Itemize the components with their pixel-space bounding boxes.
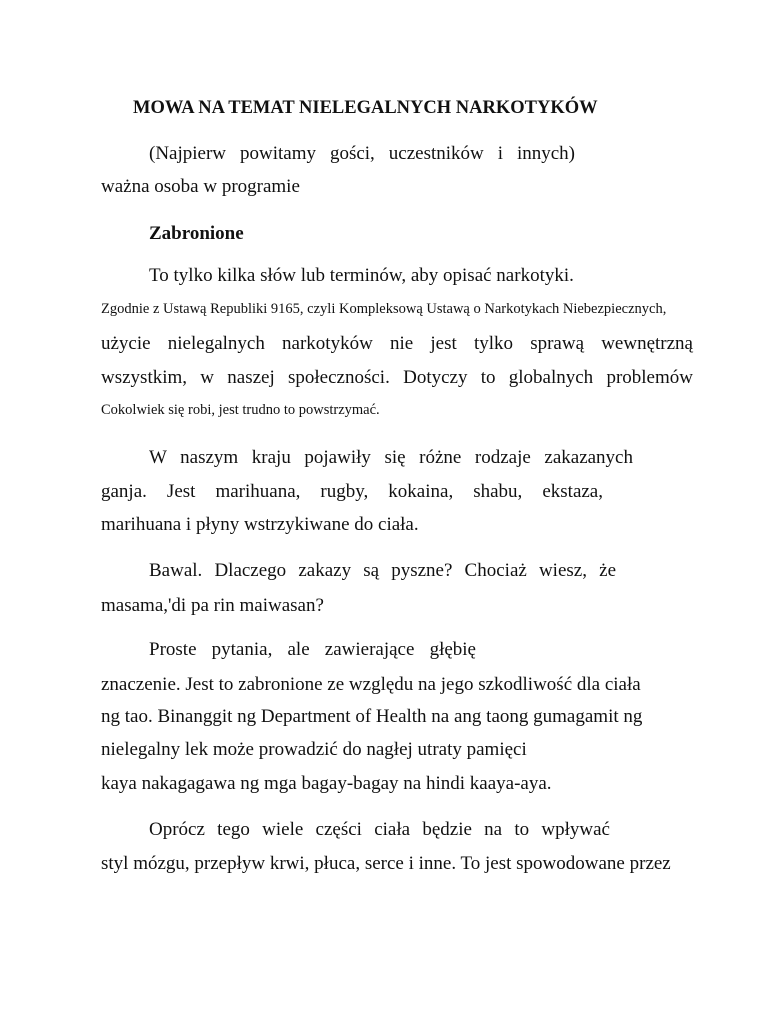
- paragraph-line: znaczenie. Jest to zabronione ze względu na jego szkodliwość dla ciała: [101, 674, 641, 695]
- paragraph-line: ważna osoba w programie: [101, 176, 300, 197]
- paragraph-line: ganja. Jest marihuana, rugby, kokaina, shabu, ekstaza,: [101, 481, 603, 502]
- paragraph-line: Cokolwiek się robi, jest trudno to powstrzymać.: [101, 402, 380, 418]
- paragraph-line: Bawal. Dlaczego zakazy są pyszne? Chociaż wiesz, że: [149, 560, 616, 581]
- paragraph-line: wszystkim, w naszej społeczności. Dotyczy to globalnych problemów: [101, 367, 693, 388]
- section-heading: Zabronione: [149, 223, 244, 244]
- paragraph-line: użycie nielegalnych narkotyków nie jest tylko sprawą wewnętrzną: [101, 333, 693, 354]
- document-title: MOWA NA TEMAT NIELEGALNYCH NARKOTYKÓW: [133, 98, 598, 118]
- paragraph-line: kaya nakagagawa ng mga bagay-bagay na hindi kaaya-aya.: [101, 773, 552, 794]
- paragraph-line: marihuana i płyny wstrzykiwane do ciała.: [101, 514, 419, 535]
- paragraph-line: styl mózgu, przepływ krwi, płuca, serce i inne. To jest spowodowane przez: [101, 853, 671, 874]
- paragraph-line: To tylko kilka słów lub terminów, aby opisać narkotyki.: [149, 265, 574, 286]
- paragraph-line: nielegalny lek może prowadzić do nagłej utraty pamięci: [101, 739, 527, 760]
- paragraph-line: (Najpierw powitamy gości, uczestników i innych): [149, 143, 575, 164]
- paragraph-line: Zgodnie z Ustawą Republiki 9165, czyli Kompleksową Ustawą o Narkotykach Niebezpiecznych,: [101, 301, 667, 317]
- paragraph-line: ng tao. Binanggit ng Department of Health na ang taong gumagamit ng: [101, 706, 643, 727]
- paragraph-line: Proste pytania, ale zawierające głębię: [149, 639, 476, 660]
- paragraph-line: masama,'di pa rin maiwasan?: [101, 595, 324, 616]
- paragraph-line: W naszym kraju pojawiły się różne rodzaje zakazanych: [149, 447, 633, 468]
- paragraph-line: Oprócz tego wiele części ciała będzie na to wpływać: [149, 819, 610, 840]
